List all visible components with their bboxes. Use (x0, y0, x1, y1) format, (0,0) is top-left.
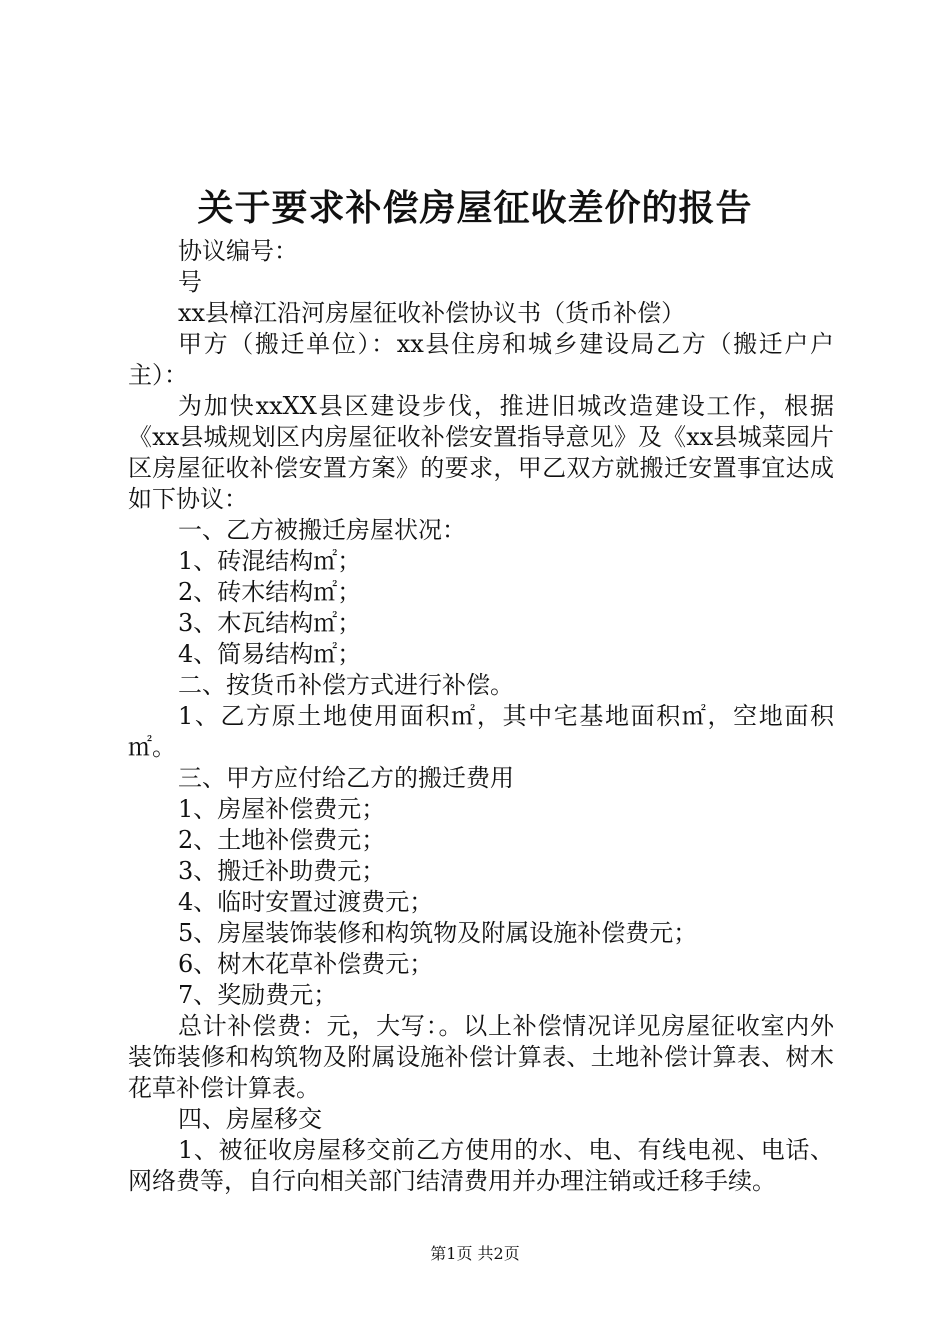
list-item: 3、搬迁补助费元； (178, 857, 386, 885)
list-item: 4、简易结构㎡； (178, 640, 362, 668)
list-item: 7、奖励费元； (178, 981, 338, 1009)
page-footer: 第1页 共2页 (430, 1244, 520, 1263)
list-item: 1、乙方原土地使用面积㎡，其中宅基地面积㎡，空地面积㎡。 (128, 702, 834, 761)
paragraph-parties: 甲方（搬迁单位）：xx县住房和城乡建设局乙方（搬迁户户主）： (128, 330, 834, 389)
paragraph-agreement-number: 协议编号： (178, 237, 298, 265)
list-item: 1、被征收房屋移交前乙方使用的水、电、有线电视、电话、网络费等，自行向相关部门结清费用并办理注销或迁移手续。 (128, 1136, 834, 1195)
paragraph-total-compensation: 总计补偿费：元，大写：。以上补偿情况详见房屋征收室内外装饰装修和构筑物及附属设施补偿计算表、土地补偿计算表、树木花草补偿计算表。 (128, 1012, 834, 1102)
section-heading-house-status: 一、乙方被搬迁房屋状况： (178, 516, 466, 544)
document-body (128, 236, 834, 1197)
paragraph-agreement-title: xx县樟江沿河房屋征收补偿协议书（货币补偿） (178, 299, 686, 327)
list-item: 4、临时安置过渡费元； (178, 888, 434, 916)
list-item: 6、树木花草补偿费元； (178, 950, 434, 978)
list-item: 1、房屋补偿费元； (178, 795, 386, 823)
list-item: 3、木瓦结构㎡； (178, 609, 362, 637)
document-title: 关于要求补偿房屋征收差价的报告 (197, 188, 753, 229)
section-heading-house-handover: 四、房屋移交 (178, 1105, 322, 1133)
section-heading-compensation-method: 二、按货币补偿方式进行补偿。 (178, 671, 514, 699)
list-item: 2、砖木结构㎡； (178, 578, 362, 606)
paragraph-number-suffix: 号 (178, 268, 202, 296)
paragraph-preamble: 为加快xxXX县区建设步伐，推进旧城改造建设工作，根据《xx县城规划区内房屋征收补偿安置指导意见》及《xx县城菜园片区房屋征收补偿安置方案》的要求，甲乙双方就搬迁安置事宜达成如下协议： (128, 392, 834, 513)
list-item: 1、砖混结构㎡； (178, 547, 362, 575)
list-item: 5、房屋装饰装修和构筑物及附属设施补偿费元； (178, 919, 698, 947)
section-heading-relocation-fees: 三、甲方应付给乙方的搬迁费用 (178, 764, 514, 792)
list-item: 2、土地补偿费元； (178, 826, 386, 854)
